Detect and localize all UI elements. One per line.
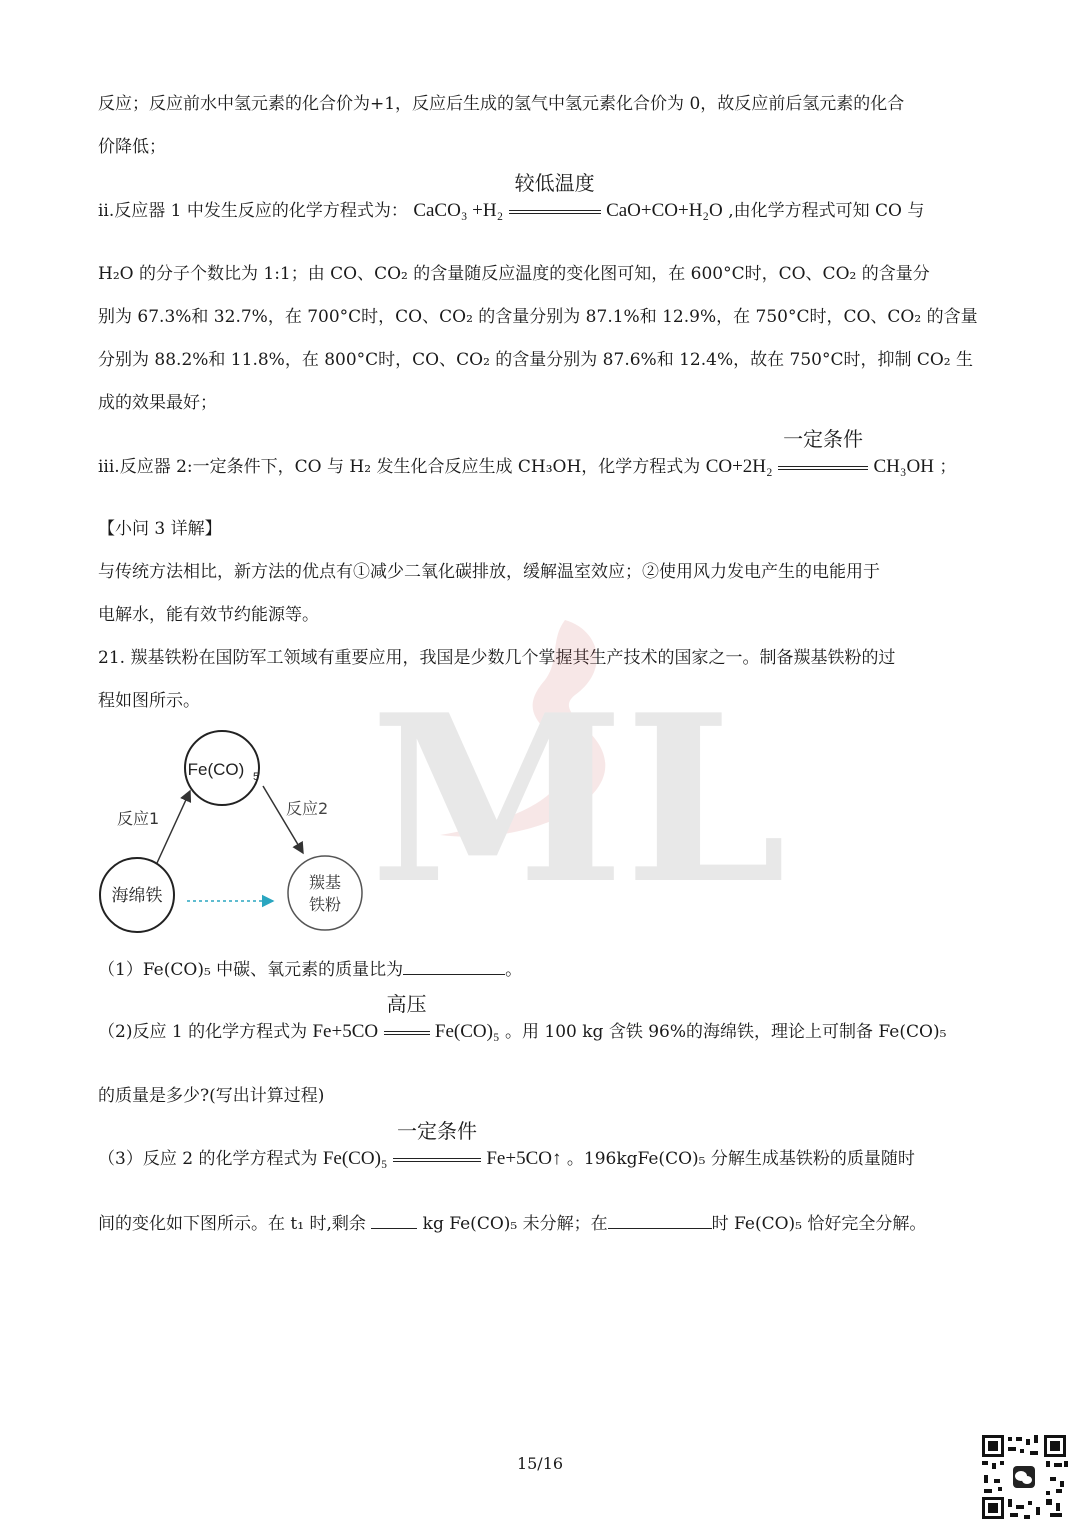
paragraph-line: 别为 67.3%和 32.7%，在 700°C时，CO、CO₂ 的含量分别为 87.1%和 12.9%，在 750°C时，CO、CO₂ 的含量 [98, 307, 978, 327]
paragraph-line: 分别为 88.2%和 11.8%，在 800°C时，CO、CO₂ 的含量分别为 87.6%和 12.4%，故在 750°C时，抑制 CO₂ 生 [98, 350, 974, 370]
answer-blank[interactable] [403, 958, 505, 975]
text-prefix: ii.反应器 1 中发生反应的化学方程式为： [98, 201, 408, 221]
double-bar [509, 210, 601, 214]
subquestion-3-line2 [98, 1212, 926, 1235]
text-suffix: 。196kgFe(CO)₅ 分解生成基铁粉的质量随时 [566, 1149, 915, 1169]
label-reaction1: 反应1 [117, 809, 160, 828]
equation-left: CO+2H₂ [705, 456, 773, 477]
text: 。 [505, 960, 523, 980]
arrow-reaction2 [263, 786, 303, 853]
reaction-condition [778, 427, 868, 478]
node-fe-co5-label: Fe(CO) [187, 760, 245, 779]
text-prefix: （2)反应 1 的化学方程式为 [98, 1022, 308, 1042]
text-suffix: 。用 100 kg 含铁 96%的海绵铁，理论上可制备 Fe(CO)₅ [505, 1022, 947, 1042]
subquestion-2 [98, 992, 947, 1043]
text-prefix: （3）反应 2 的化学方程式为 [98, 1149, 318, 1169]
paragraph-line: 与传统方法相比，新方法的优点有①减少二氧化碳排放，缓解温室效应；②使用风力发电产生的电能用于 [98, 562, 880, 582]
text-suffix: ,由化学方程式可知 CO 与 [728, 201, 925, 221]
equation-right: CH₃OH [873, 456, 934, 477]
reaction-condition [384, 992, 430, 1043]
double-bar [778, 466, 868, 470]
equation-right: Fe(CO)₅ [434, 1021, 500, 1042]
subquestion-3 [98, 1119, 915, 1170]
condition-label: 一定条件 [783, 427, 864, 451]
equation-left: Fe(CO)₅ [322, 1148, 388, 1169]
paragraph-line: 反应；反应前水中氢元素的化合价为+1，反应后生成的氢气中氢元素化合价为 0，故反应前后氢元素的化合 [98, 94, 905, 114]
section-heading: 【小问 3 详解】 [98, 519, 222, 539]
paragraph-line: 的质量是多少?(写出计算过程) [98, 1086, 325, 1106]
double-bar [393, 1158, 481, 1162]
equation-line-ii [98, 171, 925, 222]
equation-line-iii [98, 427, 957, 478]
node-carbonyl-label-2: 铁粉 [308, 895, 342, 914]
answer-blank[interactable] [608, 1212, 712, 1229]
paragraph-line: 电解水，能有效节约能源等。 [98, 605, 319, 625]
process-diagram [95, 725, 395, 940]
double-bar [384, 1031, 430, 1035]
text: （1）Fe(CO)₅ 中碳、氧元素的质量比为 [98, 960, 404, 980]
paragraph-line: 成的效果最好； [98, 393, 217, 413]
qr-code[interactable] [980, 1433, 1068, 1521]
reaction-condition [509, 171, 601, 222]
text-prefix: iii.反应器 2:一定条件下，CO 与 H₂ 发生化合反应生成 CH₃OH，化学方程式为 [98, 457, 701, 477]
equation-right: CaO+CO+H₂O [606, 200, 723, 221]
node-fe-co5-subscript: 5 [253, 771, 260, 783]
condition-label: 一定条件 [396, 1119, 477, 1143]
watermark-text: ML [370, 665, 787, 935]
node-carbonyl-iron-powder [288, 856, 362, 930]
reaction-condition [393, 1119, 481, 1170]
node-sponge-iron-label: 海绵铁 [111, 886, 163, 906]
equation-right: Fe+5CO↑ [486, 1148, 562, 1169]
text: kg Fe(CO)₅ 未分解；在 [422, 1214, 608, 1234]
equation-left: CaCO₃ +H₂ [413, 200, 504, 221]
text-suffix: ； [939, 457, 957, 477]
paragraph-line: H₂O 的分子个数比为 1:1；由 CO、CO₂ 的含量随反应温度的变化图可知，在 600°C时，CO、CO₂ 的含量分 [98, 264, 930, 284]
condition-label: 较低温度 [514, 171, 595, 195]
answer-blank[interactable] [371, 1212, 417, 1229]
paragraph-line: 价降低； [98, 137, 166, 157]
problem-line: 21. 羰基铁粉在国防军工领域有重要应用，我国是少数几个掌握其生产技术的国家之一。制备羰基铁粉的过 [98, 648, 896, 668]
text: 时 Fe(CO)₅ 恰好完全分解。 [711, 1214, 927, 1234]
problem-line: 程如图所示。 [98, 691, 200, 711]
text: 间的变化如下图所示。在 t₁ 时,剩余 [98, 1214, 366, 1234]
node-carbonyl-label-1: 羰基 [308, 873, 342, 892]
label-reaction2: 反应2 [286, 799, 329, 818]
equation-left: Fe+5CO [312, 1021, 379, 1042]
condition-label: 高压 [386, 992, 427, 1016]
arrow-reaction1 [157, 791, 190, 863]
subquestion-1 [98, 958, 522, 981]
page-number: 15/16 [516, 1454, 564, 1473]
